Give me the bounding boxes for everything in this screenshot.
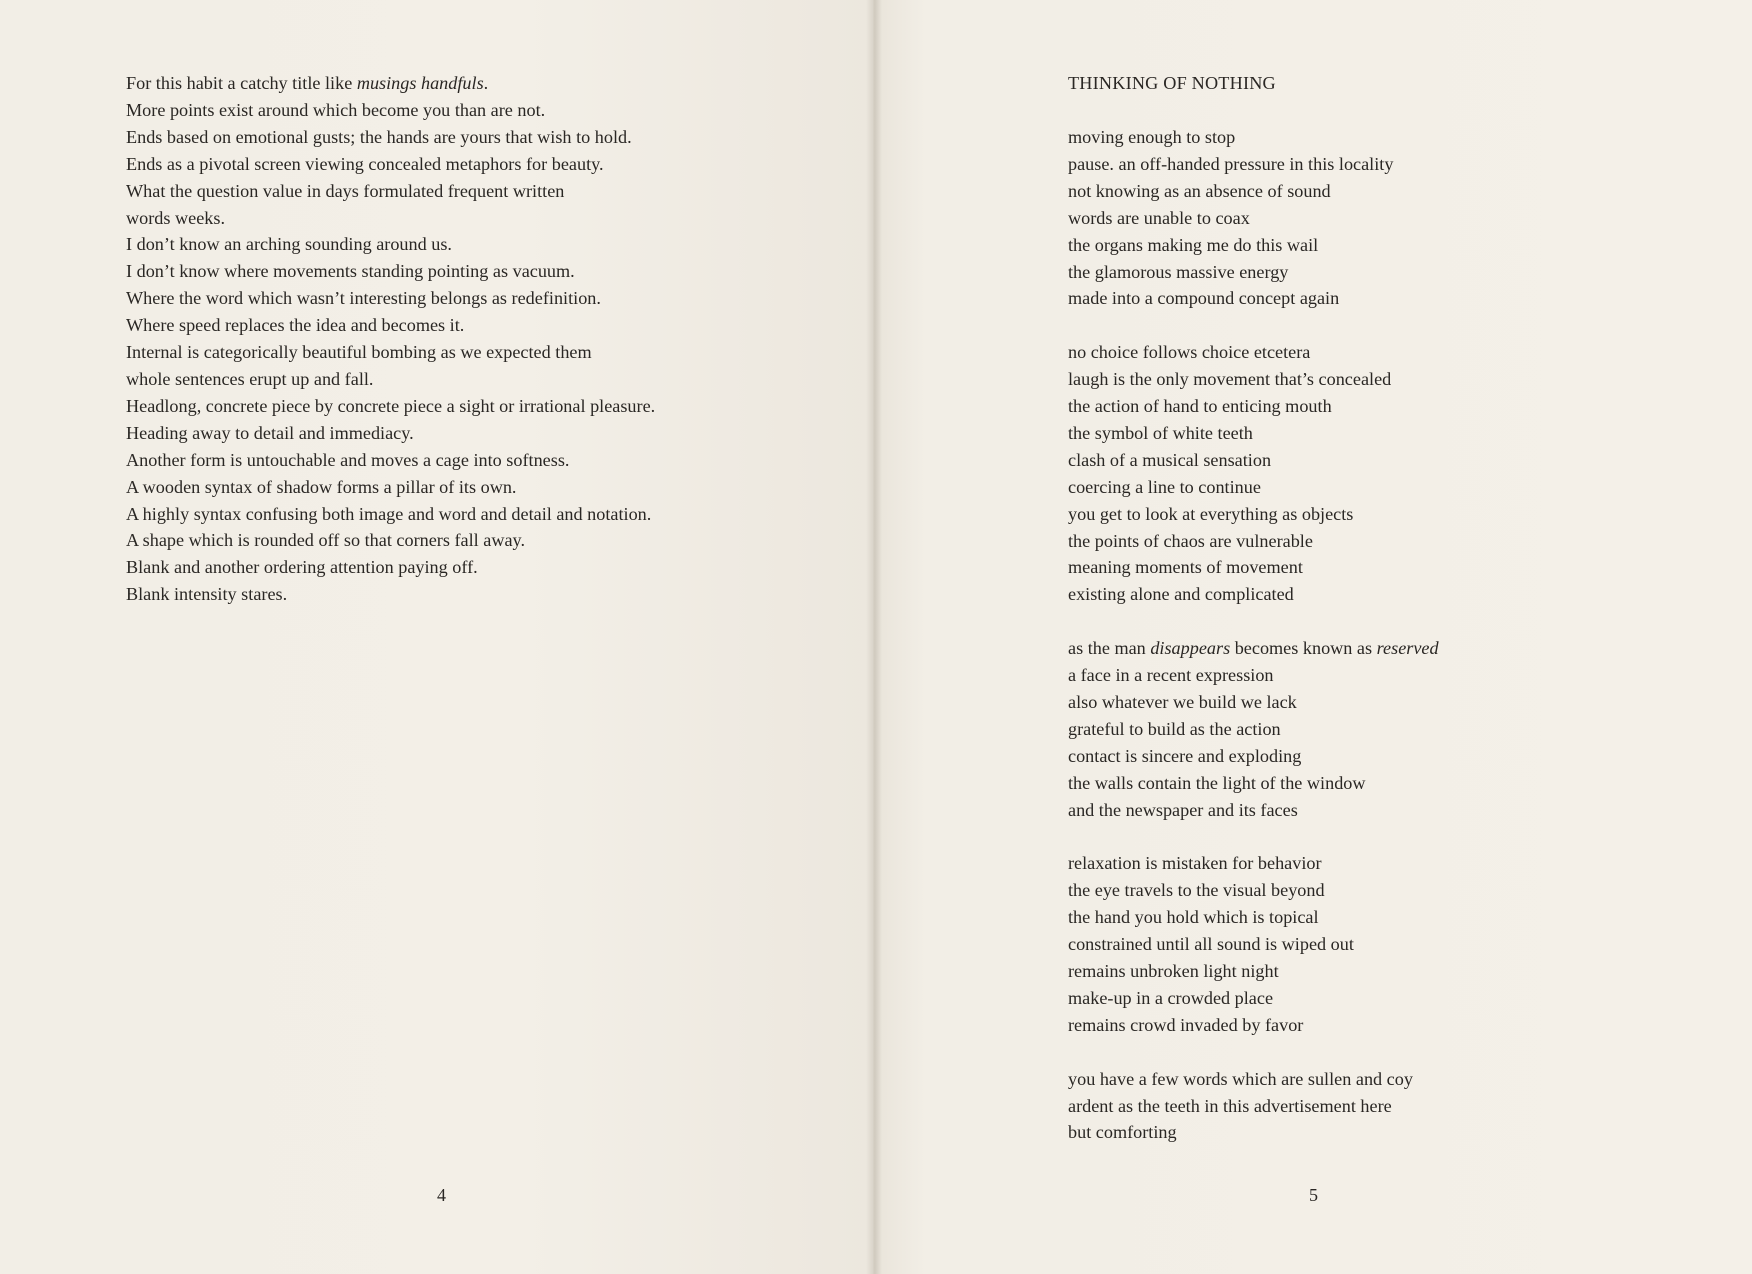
text-line: Internal is categorically beautiful bombing as we expected them (126, 342, 592, 363)
poem-line: the walls contain the light of the window (1068, 772, 1366, 793)
text-line: What the question value in days formulated frequent written (126, 180, 565, 201)
poem-line: constrained until all sound is wiped out (1068, 934, 1354, 955)
poem-line: ardent as the teeth in this advertisement here (1068, 1095, 1392, 1116)
poem-line: the eye travels to the visual beyond (1068, 880, 1325, 901)
text-line: I don’t know an arching sounding around us. (126, 234, 452, 255)
poem-line: grateful to build as the action (1068, 718, 1281, 739)
stanza (1068, 1066, 1688, 1147)
poem-line: coercing a line to continue (1068, 476, 1261, 497)
stanza-lines (1068, 1066, 1688, 1147)
poem-line: a face in a recent expression (1068, 665, 1274, 686)
poem-body (1068, 124, 1688, 1173)
poem-line: contact is sincere and exploding (1068, 745, 1302, 766)
stanza-lines (1068, 124, 1688, 312)
poem-line: no choice follows choice etcetera (1068, 342, 1311, 363)
right-page (873, 0, 1752, 1274)
text-line: whole sentences erupt up and fall. (126, 368, 374, 389)
text-line: Blank intensity stares. (126, 584, 288, 605)
stanza-lines (1068, 339, 1688, 608)
poem-line: the hand you hold which is topical (1068, 907, 1319, 928)
poem-line: the glamorous massive energy (1068, 261, 1289, 282)
poem-line: existing alone and complicated (1068, 584, 1294, 605)
stanza (1068, 124, 1688, 312)
text-line: Another form is untouchable and moves a cage into softness. (126, 449, 570, 470)
poem-line: meaning moments of movement (1068, 557, 1303, 578)
poem-title: THINKING OF NOTHING (1068, 73, 1276, 93)
poem-line: the action of hand to enticing mouth (1068, 396, 1332, 417)
italic-text: reserved (1376, 638, 1439, 659)
stanza (1068, 850, 1688, 1038)
poem-line: moving enough to stop (1068, 127, 1236, 147)
stanza (1068, 635, 1688, 823)
text-line: words weeks. (126, 207, 226, 228)
poem-line: make-up in a crowded place (1068, 987, 1274, 1008)
poem-line: you get to look at everything as objects (1068, 503, 1354, 524)
poem-line: the organs making me do this wail (1068, 234, 1319, 255)
page-number-right: 5 (1309, 1185, 1318, 1205)
left-page-text (126, 70, 826, 608)
poem-line: clash of a musical sensation (1068, 449, 1272, 470)
text-line: Where speed replaces the idea and becomes it. (126, 315, 465, 336)
text-line: Heading away to detail and immediacy. (126, 422, 414, 443)
stanza-lines (1068, 850, 1688, 1038)
text-line: Blank and another ordering attention paying off. (126, 557, 478, 578)
text-line: Ends based on emotional gusts; the hands are yours that wish to hold. (126, 126, 632, 147)
poem-line: remains crowd invaded by favor (1068, 1014, 1304, 1035)
text-line: Headlong, concrete piece by concrete piece a sight or irrational pleasure. (126, 395, 656, 416)
poem-line: laugh is the only movement that’s concealed (1068, 369, 1392, 390)
text-line: A wooden syntax of shadow forms a pillar of its own. (126, 476, 517, 497)
text-line: I don’t know where movements standing pointing as vacuum. (126, 261, 575, 282)
poem-line: words are unable to coax (1068, 207, 1250, 228)
poem-line: the points of chaos are vulnerable (1068, 530, 1313, 551)
text-line: A shape which is rounded off so that corners fall away. (126, 530, 526, 551)
poem-line: as the man disappears becomes known as reserved (1068, 638, 1439, 659)
left-page (0, 0, 873, 1274)
italic-text: musings handfuls (356, 73, 484, 93)
poem-line: the symbol of white teeth (1068, 422, 1253, 443)
poem-line: also whatever we build we lack (1068, 692, 1297, 712)
text-line: Ends as a pivotal screen viewing concealed metaphors for beauty. (126, 153, 604, 174)
poem-line: relaxation is mistaken for behavior (1068, 853, 1322, 874)
stanza-lines (1068, 635, 1688, 823)
poem-line: made into a compound concept again (1068, 288, 1340, 309)
poem-line: not knowing as an absence of sound (1068, 180, 1331, 201)
text-line: For this habit a catchy title like musings handfuls. (126, 73, 489, 93)
poem-line: but comforting (1068, 1122, 1177, 1143)
text-line: More points exist around which become you than are not. (126, 99, 546, 120)
poem-line: and the newspaper and its faces (1068, 799, 1298, 820)
poem-line: remains unbroken light night (1068, 961, 1279, 982)
text-line: A highly syntax confusing both image and word and detail and notation. (126, 503, 652, 524)
poem-line: pause. an off-handed pressure in this locality (1068, 153, 1394, 174)
stanza (1068, 339, 1688, 608)
poem-line: you have a few words which are sullen and coy (1068, 1068, 1413, 1089)
text-line: Where the word which wasn’t interesting belongs as redefinition. (126, 288, 601, 309)
italic-text: disappears (1150, 638, 1231, 659)
page-number-left: 4 (437, 1185, 446, 1205)
